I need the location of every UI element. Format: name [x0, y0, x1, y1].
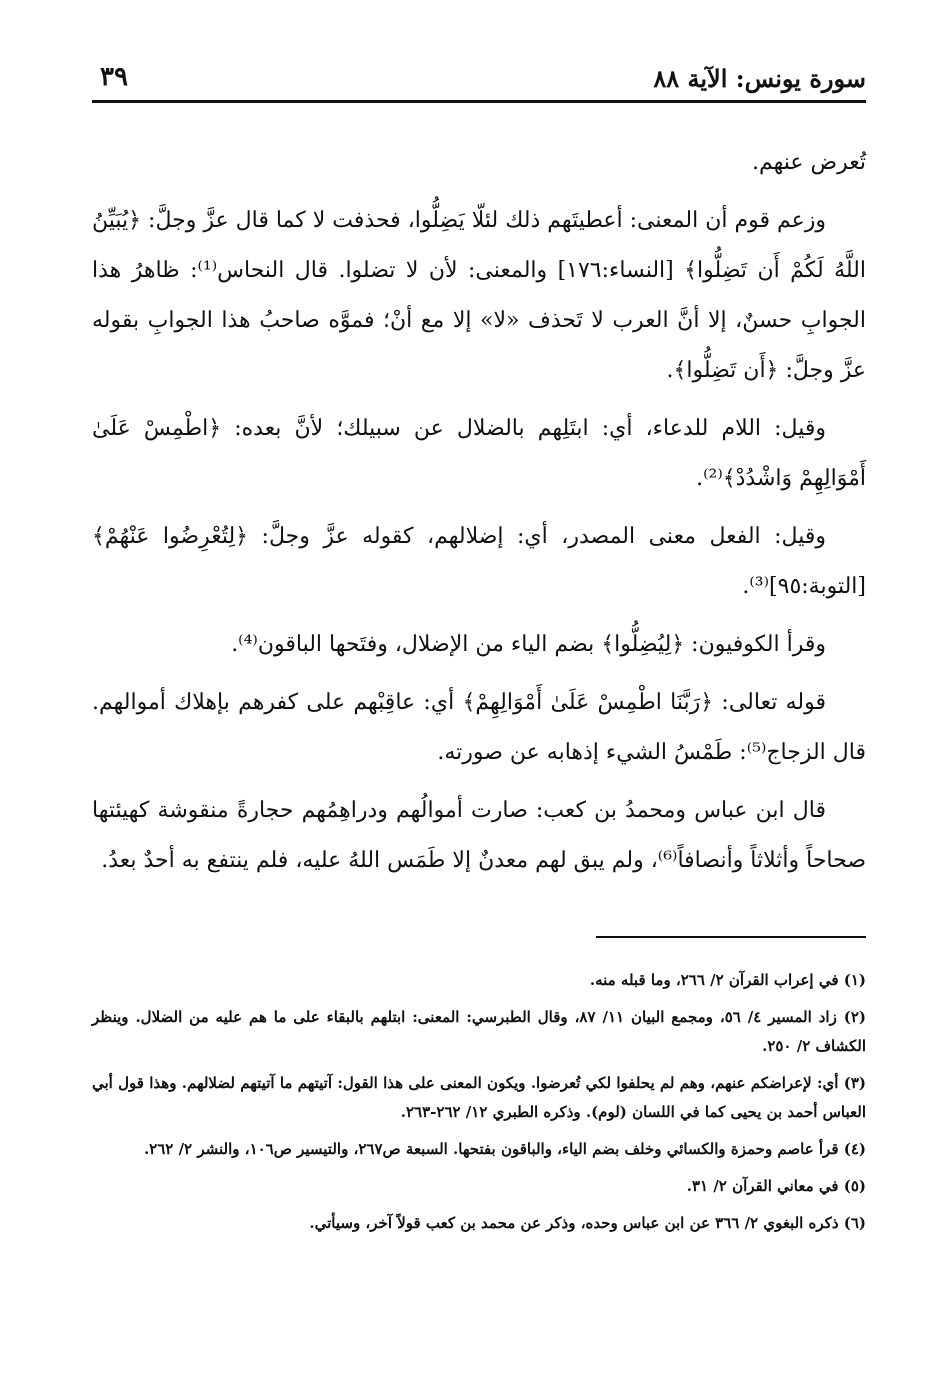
paragraph: وزعم قوم أن المعنى: أعطيتَهم ذلك لئلّا يَضِلُّوا، فحذفت لا كما قال عزَّ وجلَّ: ﴿يُبَيِّنُ اللَّهُ لَكُمْ أَن تَضِلُّوا﴾ [النساء:١٧٦] والمعنى: لأن لا تضلوا. قال النحاس⁽¹⁾: ظاهرُ هذا الجوابِ حسنٌ، إلا أنَّ العرب لا تَحذف «لا» إلا مع أنْ؛ فموَّه صاحبُ هذا الجوابِ بقوله عزَّ وجلَّ: ﴿أَن تَضِلُّوا﴾. — [92, 208, 866, 383]
footnote: (٥) في معاني القرآن ٢/ ٣١. — [686, 1177, 866, 1195]
main-text — [92, 138, 866, 894]
header-title: سورة يونس: الآية ٨٨ — [653, 64, 866, 93]
paragraph: وقرأ الكوفيون: ﴿لِيُضِلُّوا﴾ بضم الياء من الإضلال، وفتَحها الباقون⁽⁴⁾. — [231, 632, 826, 657]
footnote: (١) في إعراب القرآن ٢/ ٢٦٦، وما قبله منه. — [589, 971, 866, 989]
paragraph: تُعرض عنهم. — [751, 150, 866, 175]
paragraph: قال ابن عباس ومحمدُ بن كعب: صارت أموالُهم ودراهِمُهم حجارةً منقوشة كهيئتها صحاحاً وأثلاثاً وأنصافاً⁽⁶⁾، ولم يبق لهم معدنٌ إلا طَمَس اللهُ عليه، فلم ينتفع به أحدٌ بعدُ. — [92, 798, 866, 873]
page-number: ٣٩ — [100, 62, 128, 92]
footnote: (٤) قرأ عاصم وحمزة والكسائي وخلف بضم الياء، والباقون بفتحها. السبعة ص٢٦٧، والتيسير ص١٠٦، والنشر ٢/ ٢٦٢. — [143, 1140, 866, 1158]
header-rule — [92, 100, 866, 103]
running-header — [92, 64, 866, 100]
footnote: (٣) أي: لإعراضكم عنهم، وهم لم يحلفوا لكي تُعرضوا. ويكون المعنى على هذا القول: آتيتهم ما آتيتهم لضلالهم. وهذا قول أبي العباس أحمد بن يحيى كما في اللسان (لوم). وذكره الطبري ١٢/ ٢٦٢-٢٦٣. — [92, 1074, 866, 1121]
paragraph: وقيل: اللام للدعاء، أي: ابتَلِهم بالضلال عن سبيلك؛ لأنَّ بعده: ﴿اطْمِسْ عَلَىٰ أَمْوَالِهِمْ وَاشْدُدْ﴾⁽²⁾. — [92, 416, 866, 491]
footnote: (٦) ذكره البغوي ٢/ ٣٦٦ عن ابن عباس وحده، وذكر عن محمد بن كعب قولاً آخر، وسيأتي. — [309, 1214, 866, 1232]
footnote-separator — [596, 936, 866, 938]
footnotes — [92, 966, 866, 1246]
paragraph: وقيل: الفعل معنى المصدر، أي: إضلالهم، كقوله عزَّ وجلَّ: ﴿لِتُعْرِضُوا عَنْهُمْ﴾ [التوبة:٩٥]⁽³⁾. — [92, 524, 866, 599]
paragraph: قوله تعالى: ﴿رَبَّنَا اطْمِسْ عَلَىٰ أَمْوَالِهِمْ﴾ أي: عاقِبْهم على كفرهم بإهلاك أموالهم. قال الزجاج⁽⁵⁾: طَمْسُ الشيء إذهابه عن صورته. — [92, 690, 866, 765]
footnote: (٢) زاد المسير ٤/ ٥٦، ومجمع البيان ١١/ ٨٧، وقال الطبرسي: المعنى: ابتلهم بالبقاء على ما هم عليه من الضلال. وينظر الكشاف ٢/ ٢٥٠. — [92, 1008, 866, 1055]
